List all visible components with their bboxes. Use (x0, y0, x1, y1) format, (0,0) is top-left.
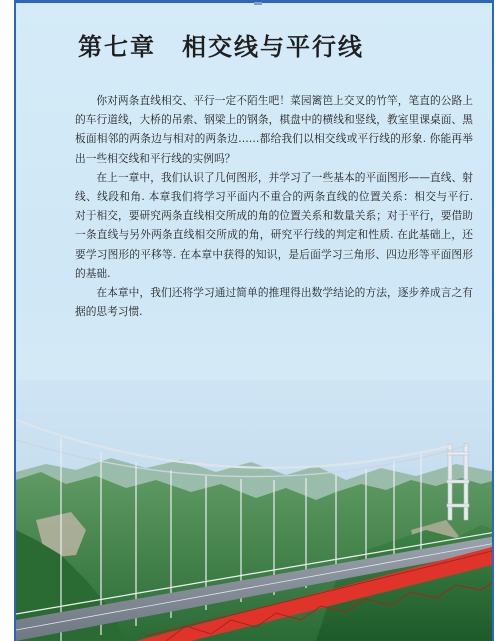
chapter-number: 第七章 (78, 32, 156, 61)
intro-paragraph-1: 你对两条直线相交、平行一定不陌生吧！菜园篱笆上交叉的竹竿，笔直的公路上的车行道线，大桥的吊索、钢梁上的钢条，棋盘中的横线和竖线，教室里课桌面、黑板面相邻的两条边与相对的两条边……都给我们以相交线或平行线的形象. 你能再举出一些相交线和平行线的实例吗？ (75, 94, 473, 165)
chapter-title: 相交线与平行线 (182, 32, 364, 61)
intro-paragraph-2: 在上一章中，我们认识了几何图形，并学习了一些基本的平面图形——直线、射线、线段和角. 本章我们将学习平面内不重合的两条直线的位置关系：相交与平行. 对于相交，要研究两条直线相交所成的角的位置关系和数量关系；对于平行，要借助一条直线与另外两条直线相交所成的角，研究平行线的判定和性质. 在此基础上，还要学习图形的平移等. 在本章中获得的知识，是后面学习三角形、四边形等平面图形的基础. (75, 170, 473, 280)
intro-paragraph-3: 在本章中，我们还将学习通过简单的推理得出数学结论的方法，逐步养成言之有据的思考习惯. (75, 286, 473, 319)
chapter-opener-panel (14, 0, 494, 641)
top-border-mark (254, 2, 262, 5)
chapter-heading (78, 27, 364, 62)
suspension-bridge-illustration (16, 380, 494, 641)
chapter-introduction (75, 91, 473, 321)
